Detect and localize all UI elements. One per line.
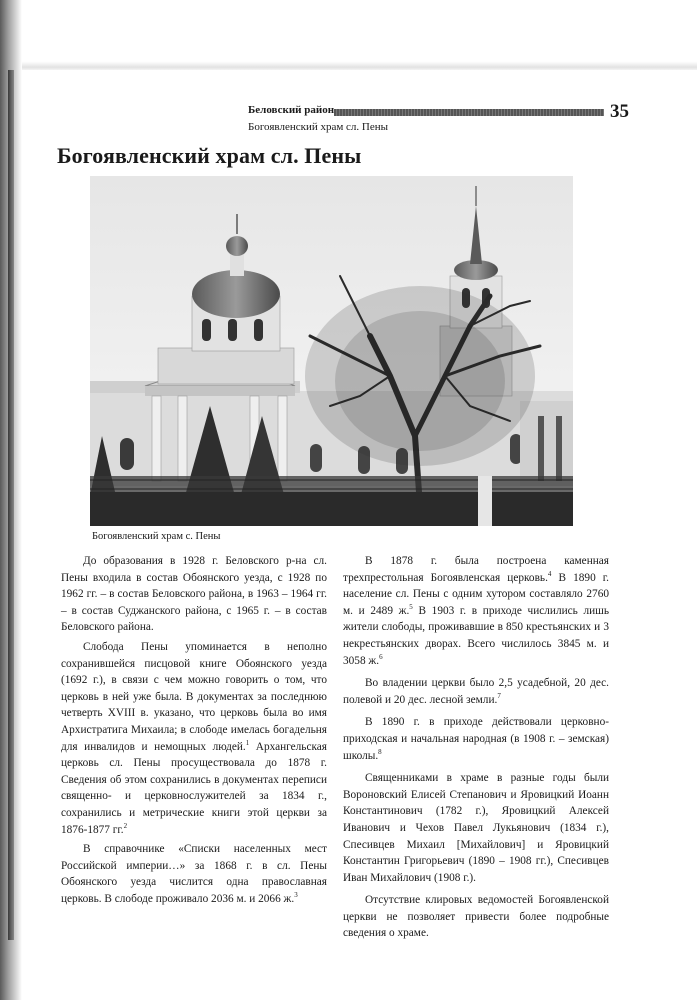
- photo-caption: Богоявленский храм с. Пены: [92, 531, 221, 542]
- district-name: Беловский район: [248, 104, 335, 116]
- paragraph: Слобода Пены упоминается в неполно сохранившейся писцовой книге Обоянского уезда (1692 г.), в связи с чем можно говорить о том, что церковь в ней уже была. В документах за последнюю четверть XVIII в. указано, что церковь была во имя Архистратига Михаила; в слободе имелась богадельня для инвалидов и немощных людей.$^1$ Архангельская церковь сл. Пены просуществовала до 1878 г. Сведения об этом сохранились в документах переписи священно- и церковнослужителей за 1834 г., сохранились и метрические книги этой церкви за 1876-1877 гг.$^2$: [61, 640, 327, 836]
- header-rule: [334, 109, 604, 116]
- left-text-column: [61, 553, 327, 910]
- footnote-ref: 2: [123, 821, 128, 830]
- footnote-ref: 8: [378, 747, 382, 756]
- paragraph: В 1878 г. была построена каменная трехпрестольная Богоявленская церковь.$^4$ В 1890 г. население сл. Пены с одним хутором составляло 2760 м. и 2489 ж.$^5$ В 1903 г. в приходе числились лишь жители слободы, проживавшие в 850 крестьянских и 3 некрестьянских дворах. Всего числилось 3845 м. и 3058 ж.$^6$: [343, 555, 610, 667]
- footnote-ref: 6: [379, 652, 383, 661]
- church-illustration: [90, 176, 573, 526]
- footnote-ref: 3: [294, 891, 298, 900]
- header-subtitle: Богоявленский храм сл. Пены: [248, 121, 389, 133]
- paragraph: Во владении церкви было 2,5 усадебной, 20 дес. полевой и 20 дес. лесной земли.$^7$: [343, 677, 609, 706]
- right-text-column: [343, 553, 609, 945]
- footnote-ref: 7: [497, 691, 501, 700]
- paragraph: Священниками в храме в разные годы были Вороновский Елисей Степанович и Яровицкий Иоанн Константинович (1782 г.), Яровицкий Алексей Иванович и Чехов Павел Лукьянович (1834 г.), Спесивцев Михаил [Михайлович] и Яровицкий Константин Григорьевич (1890 – 1908 гг.), Спесивцев Иван Михайлович (1908 г.).: [343, 772, 609, 884]
- paragraph: До образования в 1928 г. Беловского р-на сл. Пены входила в состав Обоянского уезда, с 1928 по 1962 гг. – в состав Беловского района, в 1963 – 1964 гг. – в состав Суджанского района, с 1965 г. – в состав Беловского района.: [61, 555, 327, 634]
- running-header: [248, 101, 668, 138]
- church-photo: [90, 176, 573, 526]
- article-title: Богоявленский храм сл. Пены: [57, 143, 362, 168]
- page-edge: [8, 70, 14, 940]
- paragraph: Отсутствие клировых ведомостей Богоявленской церкви не позволяет привести более подробные сведения о храме.: [343, 894, 609, 940]
- scan-top-shadow: [0, 0, 697, 70]
- paragraph: В справочнике «Списки населенных мест Российской империи…» за 1868 г. в сл. Пены Обоянского уезда числится одна православная церковь. В слободе проживало 2036 м. и 2066 ж.$^3$: [61, 843, 327, 905]
- footnote-ref: 5: [409, 603, 413, 612]
- footnote-ref: 4: [547, 569, 552, 578]
- paragraph: В 1890 г. в приходе действовали церковно-приходская и начальная народная (в 1908 г. – земская) школы.$^8$: [343, 716, 609, 762]
- footnote-ref: 1: [245, 738, 250, 747]
- page-number: 35: [610, 101, 629, 122]
